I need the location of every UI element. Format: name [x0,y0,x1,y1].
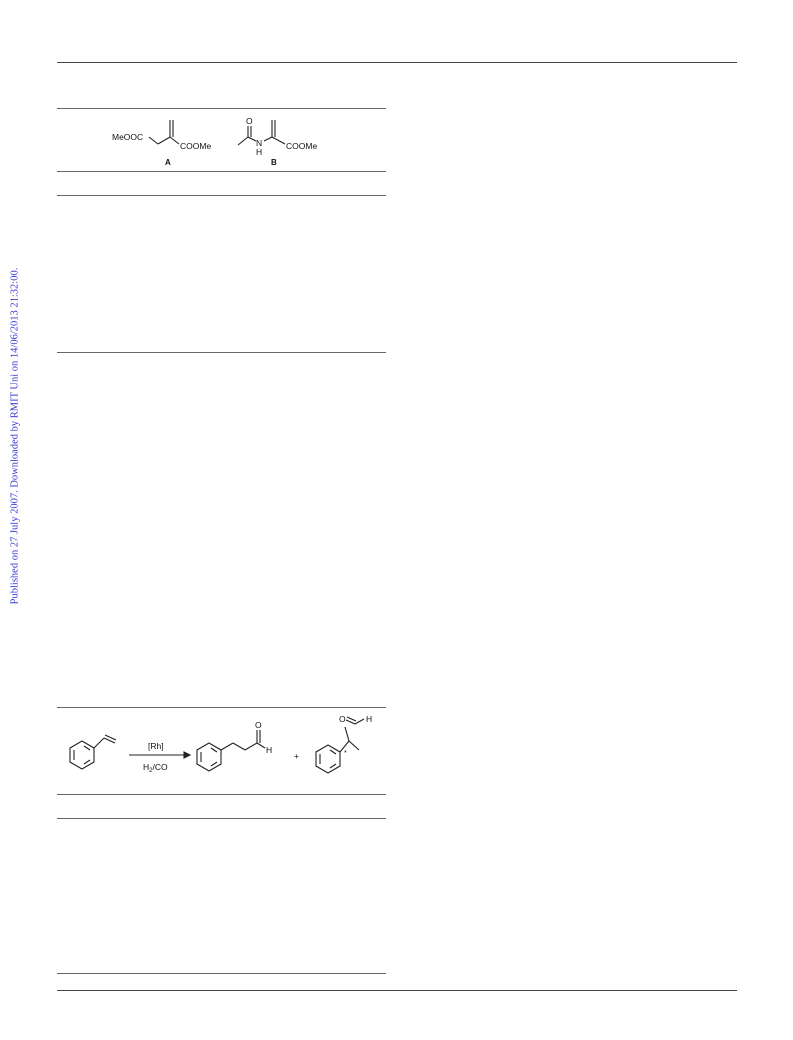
publication-watermark: Published on 27 July 2007. Downloaded by RMIT Uni on 14/06/2013 21:32:00. [9,267,21,605]
reagent-top: [Rh] [148,741,164,751]
compound-a-label: A [165,158,171,167]
compound-a-structure [149,120,179,144]
table1-scheme [57,112,387,170]
table2-body-top-rule [57,818,386,819]
compound-a-left-group: MeOOC [112,132,144,142]
table2-scheme [57,710,387,792]
compound-b-carbonyl-o: O [246,116,253,126]
compound-b-label: B [271,158,277,167]
table2-header-rule [57,794,386,795]
linear-aldehyde-h: H [266,745,273,755]
branched-aldehyde-h: H [366,714,373,724]
branched-aldehyde-o: O [339,714,346,724]
linear-aldehyde-structure [197,730,265,771]
table1-top-rule [57,108,386,109]
plus-sign: + [294,751,299,761]
compound-b-amide-h: H [256,147,263,157]
branched-aldehyde-structure [316,717,364,773]
table2-top-rule [57,707,386,708]
page-top-rule [57,62,737,63]
compound-b-amide-n: N [256,138,263,148]
compound-b-ester: COOMe [286,141,318,151]
compound-a-right-group: COOMe [180,141,212,151]
styrene-structure [70,735,116,769]
table1-body-top-rule [57,195,386,196]
reagent-bottom: $H_2/CO$ [143,762,168,774]
linear-aldehyde-o: O [255,720,262,730]
stereocenter-mark: * [344,750,347,757]
table2-bottom-rule [57,973,386,974]
reaction-arrow [129,752,190,758]
page-bottom-rule [57,990,737,991]
table1-header-rule [57,171,386,172]
table1-bottom-rule [57,352,386,353]
